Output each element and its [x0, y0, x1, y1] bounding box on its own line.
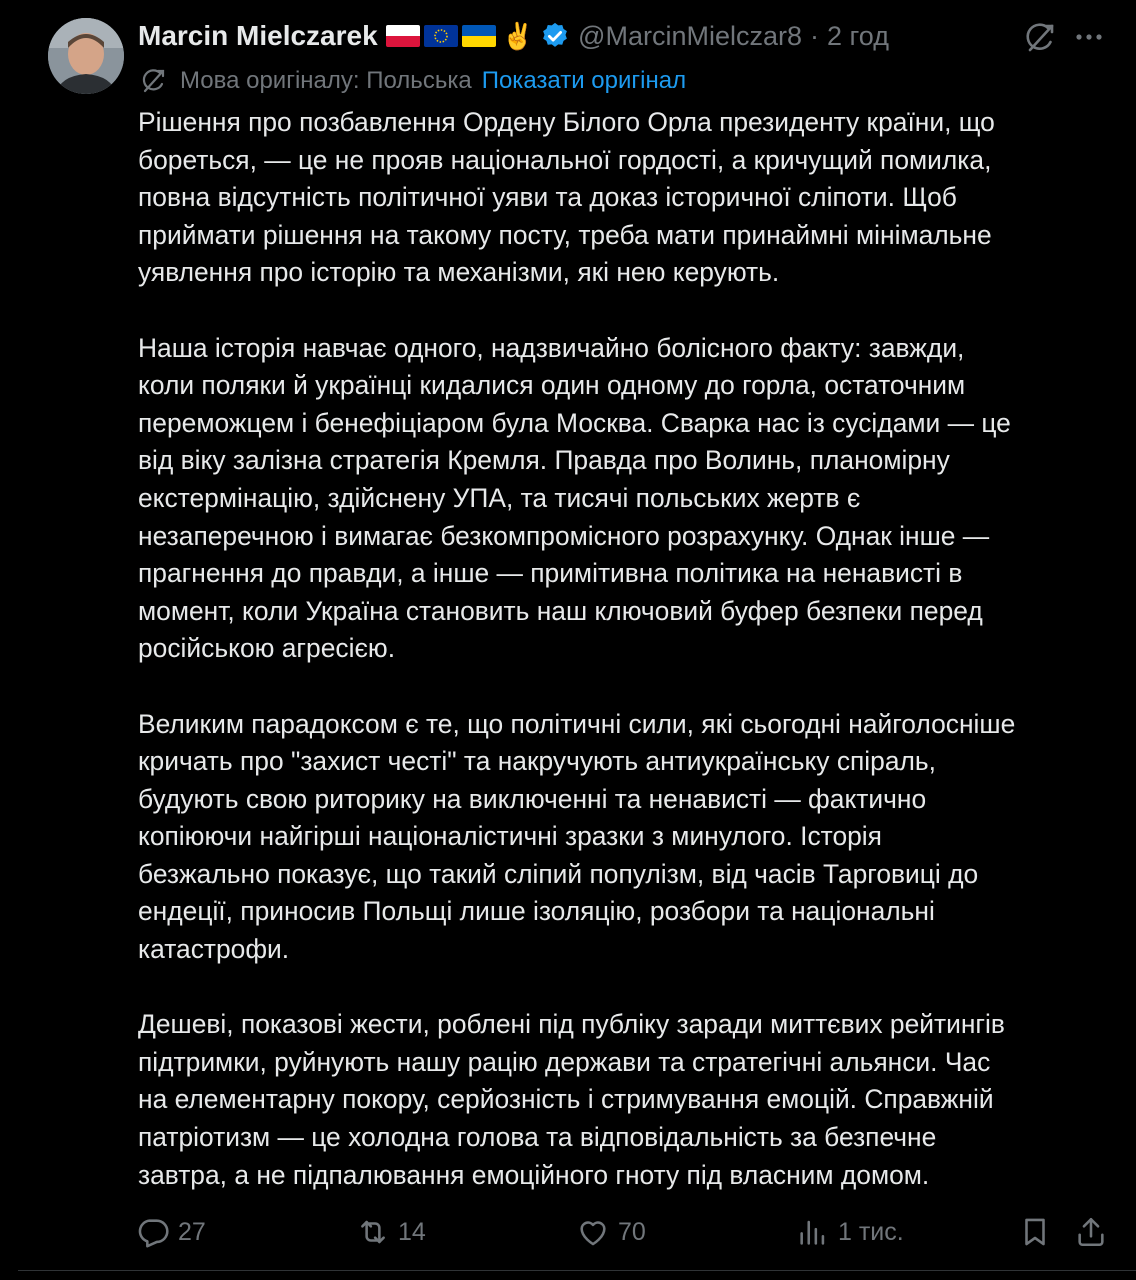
reply-button[interactable] — [136, 1210, 206, 1254]
author-handle[interactable]: @MarcinMielczar8 — [578, 20, 802, 51]
views-button[interactable] — [796, 1210, 904, 1254]
post-paragraph: Наша історія навчає одного, надзвичайно болісного факту: завжди, коли поляки й українці кидалися один одному до горла, остаточним переможцем і бенефіціаром була Москва. Сварка нас із сусідами — це від віку залізна стратегія Кремля. Правда про Волинь, планомірну екстермінацію, здійснену УПА, та тисячі польських жертв є незаперечною і вимагає безкомпромісного розрахунку. Однак інше — прагнення до правди, а інше — примітивна політика на ненависті в момент, коли Україна становить наш ключовий буфер безпеки перед російською агресією. — [138, 332, 1011, 664]
more-options-icon[interactable] — [1072, 22, 1106, 52]
action-bar — [0, 1210, 1136, 1254]
like-button[interactable] — [576, 1210, 646, 1254]
view-count: 1 тис. — [838, 1217, 904, 1246]
original-language-label: Мова оригіналу: Польська — [180, 67, 472, 94]
reply-count: 27 — [178, 1217, 206, 1246]
verified-badge-icon[interactable] — [540, 21, 570, 51]
post-text — [138, 104, 1113, 1194]
like-count: 70 — [618, 1217, 646, 1246]
flag-ukraine-icon — [462, 25, 496, 47]
heart-icon — [576, 1215, 610, 1249]
grok-translate-icon — [140, 67, 168, 95]
victory-hand-icon: ✌️ — [501, 20, 535, 51]
flag-poland-icon — [386, 25, 420, 47]
avatar[interactable] — [48, 18, 124, 94]
bookmark-button[interactable] — [1018, 1210, 1060, 1254]
post-paragraph: Великим парадоксом є те, що політичні сили, які сьогодні найголосніше кричать про "захист честі" та накручують антиукраїнську спіраль, будують свою риторику на виключенні та ненависті — фактично копіюючи найгірші націоналістичні зразки з минулого. Історія безжально показує, що такий сліпий популізм, від часів Тарговиці до ендеції, приносив Польщі лише ізоляцію, розбори та національні катастрофи. — [138, 708, 1016, 965]
show-original-link[interactable]: Показати оригінал — [481, 67, 687, 94]
bookmark-icon — [1018, 1215, 1052, 1249]
separator-dot: · — [810, 20, 819, 51]
divider — [18, 1270, 1136, 1271]
grok-icon[interactable] — [1022, 20, 1058, 56]
repost-button[interactable] — [356, 1210, 426, 1254]
post-paragraph: Дешеві, показові жести, роблені під публіку заради миттєвих рейтингів підтримки, руйнують нашу рацію держави та стратегічні альянси. Час на елементарну покору, серйозність і стримування емоцій. Справжній патріотизм — це холодна голова та відповідальність за безпечне завтра, а не підпалювання емоційного гноту під власним домом. — [138, 1009, 1005, 1190]
share-icon — [1074, 1215, 1108, 1249]
analytics-icon — [796, 1215, 830, 1249]
flag-eu-icon — [424, 25, 458, 47]
repost-icon — [356, 1215, 390, 1249]
reply-icon — [136, 1215, 170, 1249]
author-name[interactable]: Marcin Mielczarek — [138, 20, 378, 51]
translation-bar — [140, 64, 686, 98]
post-timestamp[interactable]: 2 год — [827, 20, 889, 51]
repost-count: 14 — [398, 1217, 426, 1246]
post-header — [138, 14, 889, 58]
share-button[interactable] — [1074, 1210, 1116, 1254]
post-paragraph: Рішення про позбавлення Ордену Білого Орла президенту країни, що бореться, — це не прояв національної гордості, а кричущий помилка, повна відсутність політичної уяви та доказ історичної сліпоти. Щоб приймати рішення на такому посту, треба мати принаймні мінімальне уявлення про історію та механізми, які нею керують. — [138, 107, 995, 288]
